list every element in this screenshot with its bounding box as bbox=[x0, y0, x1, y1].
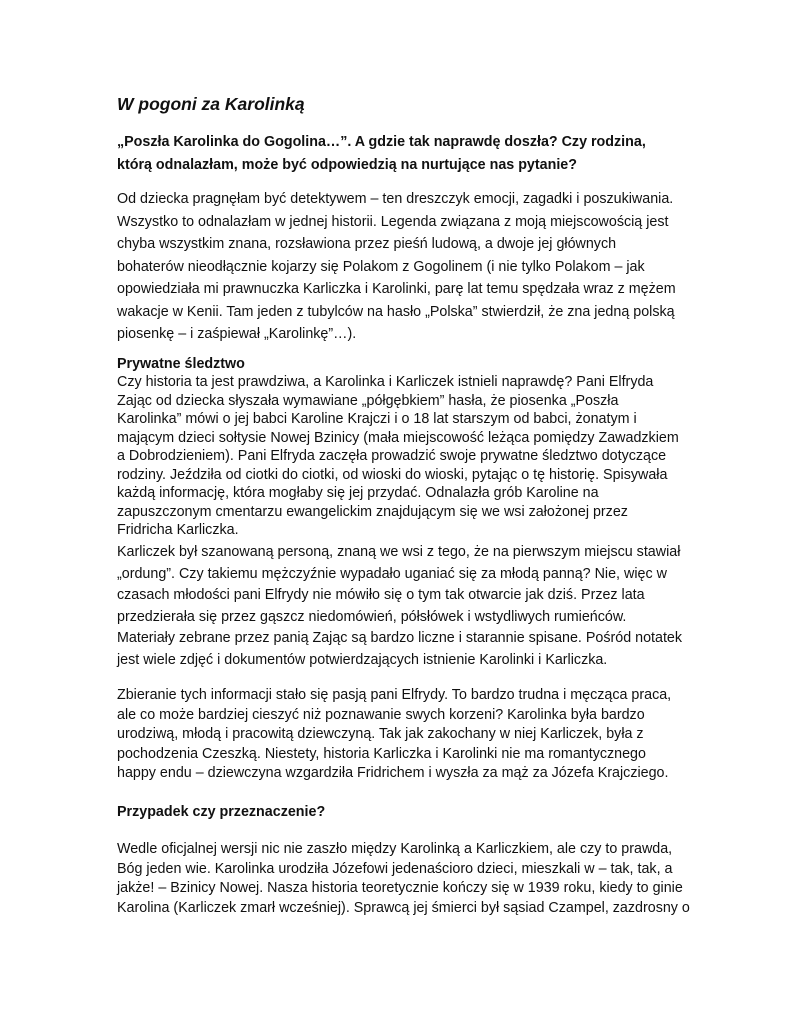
paragraph-line: jest wiele zdjęć i dokumentów potwierdzających istnienie Karolinki i Karliczka. bbox=[117, 651, 608, 668]
karliczek-paragraph bbox=[117, 542, 683, 671]
paragraph-line: Fridricha Karliczka. bbox=[117, 522, 239, 538]
paragraph-line: Od dziecka pragnęłam być detektywem – ten dreszczyk emocji, zagadki i poszukiwania. bbox=[117, 191, 674, 207]
paragraph-line: Karolinka” mówi o jej babci Karoline Krajczi i o 18 lat starszym od babci, żonatym i bbox=[117, 411, 637, 427]
paragraph-line: Zając od dziecka słyszała wymawiane „półgębkiem” hasła, że piosenka „Poszła bbox=[117, 392, 619, 409]
paragraph-line: bohaterów nieodłącznie kojarzy się Polakom z Gogolinem (i nie tylko Polakom – jak bbox=[117, 258, 645, 275]
paragraph-line: wakacje w Kenii. Tam jeden z tubylców na hasło „Polska” stwierdził, że zna jedną polską bbox=[117, 303, 675, 320]
paragraph-line: Czy historia ta jest prawdziwa, a Karolinka i Karliczek istnieli naprawdę? Pani Elfryda bbox=[117, 374, 654, 390]
paragraph-line: happy endu – dziewczyna wzgardziła Fridrichem i wyszła za mąż za Józefa Krajcziego. bbox=[117, 765, 669, 781]
paragraph-line: jakże! – Bzinicy Nowej. Nasza historia teoretycznie kończy się w 1939 roku, kiedy to ginie bbox=[117, 880, 683, 896]
paragraph-line: „ordung”. Czy takiemu mężczyźnie wypadało uganiać się za młodą panną? Nie, więc w bbox=[117, 565, 667, 582]
paragraph-line: każdą informację, która mogłaby się jej przydać. Odnalazła grób Karoline na bbox=[117, 485, 599, 501]
article-title: W pogoni za Karolinką bbox=[117, 94, 305, 114]
paragraph-line: piosenkę – i zaśpiewał „Karolinkę”…). bbox=[117, 326, 357, 342]
paragraph-line: Karliczek był szanowaną personą, znaną we wsi z tego, że na pierwszym miejscu stawiał bbox=[117, 544, 681, 560]
paragraph-line: opowiedziała mi prawnuczka Karliczka i Karolinki, parę lat temu spędzała wraz z mężem bbox=[117, 281, 676, 297]
paragraph-line: Wedle oficjalnej wersji nic nie zaszło między Karolinką a Karliczkiem, ale czy to prawda, bbox=[117, 841, 673, 857]
paragraph-line: czasach młodości pani Elfrydy nie mówiło się o tym tak otwarcie jak dziś. Przez lata bbox=[117, 587, 645, 603]
investigation-paragraph bbox=[117, 373, 677, 540]
paragraph-line: Karolina (Karliczek zmarł wcześniej). Sprawcą jej śmierci był sąsiad Czampel, zazdrosny o bbox=[117, 899, 690, 916]
paragraph-line: a Dobrodzieniem). Pani Elfryda zaczęła prowadzić swoje prywatne śledztwo dotyczące bbox=[117, 448, 667, 464]
paragraph-line: Bóg jeden wie. Karolinka urodziła Józefowi jedenaścioro dzieci, mieszkali w – tak, tak, a bbox=[117, 860, 673, 877]
destiny-paragraph bbox=[117, 840, 690, 918]
paragraph-line: przedzierała się przez gąszcz niedomówień, półsłówek i wstydliwych rumieńców. bbox=[117, 608, 627, 625]
paragraph-line: Zbieranie tych informacji stało się pasją pani Elfrydy. To bardzo trudna i męcząca praca, bbox=[117, 687, 672, 703]
paragraph-line: urodziwą, młodą i pracowitą dziewczyną. Tak jak zakochany w niej Karliczek, była z bbox=[117, 726, 644, 742]
paragraph-line: pochodzenia Czeszką. Niestety, historia Karliczka i Karolinki nie ma romantycznego bbox=[117, 745, 646, 762]
paragraph-line: mającym dzieci sołtysie Nowej Bzinicy (mała miejscowość leżąca pomiędzy Zawadzkiem bbox=[117, 429, 679, 446]
paragraph-line: zapuszczonym cmentarzu ewangelickim znajdującym się we wsi założonej przez bbox=[117, 503, 628, 520]
paragraph-line: Materiały zebrane przez panią Zając są bardzo liczne i starannie spisane. Pośród notatek bbox=[117, 630, 683, 646]
section-heading-private-investigation: Prywatne śledztwo bbox=[117, 356, 245, 372]
paragraph-line: ale co może bardziej cieszyć niż poznawanie swych korzeni? Karolinka była bardzo bbox=[117, 706, 645, 723]
paragraph-line: chyba wszystkim znana, rozsławiona przez pieśń ludową, a dwoje jej głównych bbox=[117, 236, 617, 252]
intro-paragraph bbox=[117, 188, 677, 346]
section-heading-chance-or-destiny: Przypadek czy przeznaczenie? bbox=[117, 804, 326, 820]
paragraph-line: rodziny. Jeździła od ciotki do ciotki, od wioski do wioski, pytając o tę historię. Spisywała bbox=[117, 466, 668, 483]
paragraph-line: Wszystko to odnalazłam w jednej historii. Legenda związana z moją miejscowością jest bbox=[117, 213, 669, 230]
passion-paragraph bbox=[117, 686, 677, 784]
article-lead: „Poszła Karolinka do Gogolina…”. A gdzie tak naprawdę doszła? Czy rodzina, którą odnalazłam, może być odpowiedzią na nurtujące nas pytanie? bbox=[117, 134, 646, 173]
